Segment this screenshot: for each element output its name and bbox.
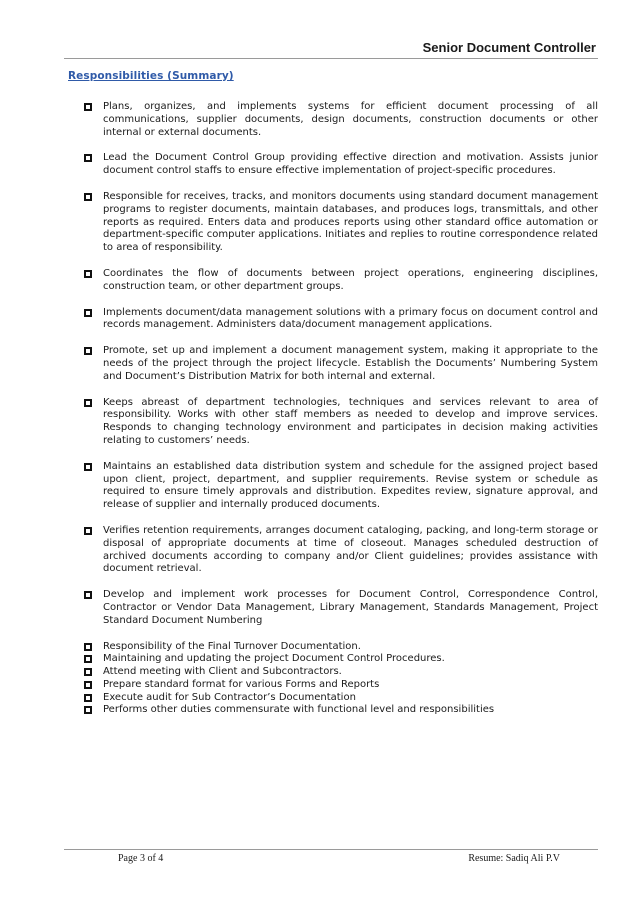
square-bullet-icon (84, 668, 92, 676)
page-number: Page 3 of 4 (118, 853, 164, 864)
list-item-text: Execute audit for Sub Contractor’s Documentation (103, 691, 356, 703)
list-item-text: Coordinates the flow of documents between project operations, engineering disciplines, construction team, or other department groups. (103, 267, 598, 292)
square-bullet-icon (84, 643, 92, 651)
header-divider (64, 58, 598, 59)
square-bullet-icon (84, 591, 92, 599)
list-item-text: Keeps abreast of department technologies, techniques and services relevant to area of responsibility. Works with other staff members as needed to develop and improve services. Responds to changing technology environment and participates in decision making activities relating to customers’ needs. (103, 396, 598, 446)
square-bullet-icon (84, 655, 92, 663)
square-bullet-icon (84, 399, 92, 407)
list-item (84, 704, 598, 717)
list-item (84, 152, 598, 178)
list-item (84, 525, 598, 576)
responsibilities-list (84, 101, 598, 717)
resume-owner: Resume: Sadiq Ali P.V (468, 853, 560, 864)
square-bullet-icon (84, 309, 92, 317)
list-item (84, 589, 598, 627)
list-item-text: Verifies retention requirements, arranges document cataloging, packing, and long-term storage or disposal of appropriate documents at time of closeout. Manages scheduled destruction of archived documents according to company and/or Client guidelines; provides assistance with document retrieval. (103, 524, 598, 575)
square-bullet-icon (84, 103, 92, 111)
square-bullet-icon (84, 347, 92, 355)
list-item (84, 653, 598, 666)
footer-divider (64, 849, 598, 850)
list-item-text: Responsible for receives, tracks, and monitors documents using standard document management programs to register documents, maintain databases, and produces logs, transmittals, and other reports as required. Enters data and produces reports using other standard office automation or department-specific computer applications. Initiates and replies to routine correspondence related to area of responsibility. (103, 190, 598, 254)
list-item-text: Maintains an established data distribution system and schedule for the assigned project based upon client, project, department, and supplier requirements. Revise system or schedule as required to ensure timely approvals and distribution. Expedites review, signature approval, and release of supplier and internally produced documents. (103, 460, 598, 511)
square-bullet-icon (84, 527, 92, 535)
list-item-text: Develop and implement work processes for Document Control, Correspondence Control, Contractor or Vendor Data Management, Library Management, Standards Management, Project Standard Document Numbering (103, 589, 598, 626)
square-bullet-icon (84, 694, 92, 702)
list-item-text: Lead the Document Control Group providing effective direction and motivation. Assists junior document control staffs to ensure effective implementation of project-specific procedures. (103, 152, 598, 177)
list-item (84, 101, 598, 139)
document-title: Senior Document Controller (422, 40, 596, 55)
list-item (84, 191, 598, 255)
list-item-text: Promote, set up and implement a document management system, making it appropriate to the needs of the project through the project lifecycle. Establish the Documents’ Numbering System and Document’s Distribution Matrix for both internal and external. (103, 345, 598, 382)
list-item (84, 268, 598, 294)
list-item (84, 307, 598, 333)
list-item-text: Maintaining and updating the project Document Control Procedures. (103, 653, 445, 665)
list-item-text: Implements document/data management solutions with a primary focus on document control and records management. Administers data/document management applications. (103, 306, 598, 331)
square-bullet-icon (84, 154, 92, 162)
list-item (84, 679, 598, 692)
square-bullet-icon (84, 193, 92, 201)
list-item (84, 461, 598, 512)
list-item (84, 692, 598, 705)
list-item-text: Plans, organizes, and implements systems for efficient document processing of all communications, supplier documents, design documents, construction documents or other internal or external documents. (103, 101, 598, 138)
list-item-text: Performs other duties commensurate with functional level and responsibilities (103, 704, 495, 716)
section-heading: Responsibilities (Summary) (68, 70, 234, 82)
list-item (84, 397, 598, 448)
square-bullet-icon (84, 681, 92, 689)
list-item (84, 345, 598, 383)
list-item (84, 641, 598, 654)
list-item-text: Prepare standard format for various Forms and Reports (103, 678, 380, 690)
list-item (84, 666, 598, 679)
square-bullet-icon (84, 270, 92, 278)
square-bullet-icon (84, 706, 92, 714)
list-item-text: Attend meeting with Client and Subcontractors. (103, 666, 342, 678)
list-item-text: Responsibility of the Final Turnover Documentation. (103, 640, 361, 652)
square-bullet-icon (84, 463, 92, 471)
